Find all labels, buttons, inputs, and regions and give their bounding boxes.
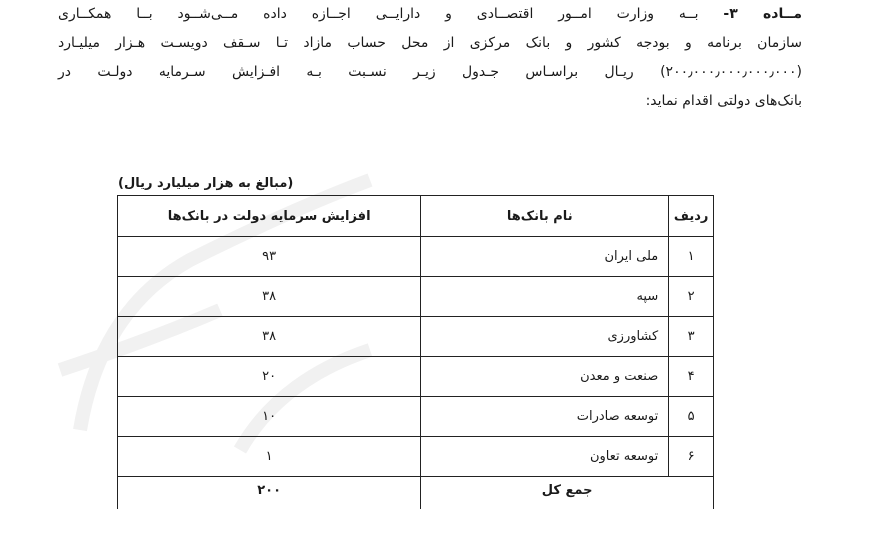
amount: ۹۳ [118,237,421,277]
table-row [118,237,714,277]
article-line-2: سازمان برنامه و بودجه کشور و بانک مرکزی از محل حساب مازاد تـا سـقف دویسـت هـزار میلیـارد [58,35,802,51]
table-row [118,277,714,317]
header-amount: افزایش سرمایه دولت در بانک‌ها [118,196,421,237]
table-row [118,437,714,477]
row-no: ۵ [669,397,714,437]
article-line-3: (۲۰۰٫۰۰۰٫۰۰۰٫۰۰۰٫۰۰۰) ریـال براسـاس جـدول زیـر نسـبت بـه افـزایش سـرمایه دولـت در [58,64,802,80]
article-heading: مــاده ۳- [723,6,802,22]
total-row [118,477,714,510]
article-line-4: بانک‌های دولتی اقدام نماید: [645,93,802,109]
amount: ۱ [118,437,421,477]
total-amount: ۲۰۰ [118,477,421,510]
bank-name: کشاورزی [421,317,669,357]
article-paragraph [58,0,802,116]
row-no: ۳ [669,317,714,357]
amount: ۱۰ [118,397,421,437]
row-no: ۶ [669,437,714,477]
amount: ۳۸ [118,317,421,357]
row-no: ۴ [669,357,714,397]
row-no: ۲ [669,277,714,317]
amount: ۲۰ [118,357,421,397]
bank-name: توسعه صادرات [421,397,669,437]
amount: ۳۸ [118,277,421,317]
table-row [118,397,714,437]
page-crop-edge [0,512,869,551]
total-label: جمع کل [421,477,714,510]
table-header-row [118,196,714,237]
bank-name: ملی ایران [421,237,669,277]
table-row [118,357,714,397]
bank-name: سپه [421,277,669,317]
row-no: ۱ [669,237,714,277]
capital-increase-table [117,195,714,509]
bank-name: صنعت و معدن [421,357,669,397]
table-row [118,317,714,357]
header-row-no: ردیف [669,196,714,237]
bank-name: توسعه تعاون [421,437,669,477]
header-bank: نام بانک‌ها [421,196,669,237]
article-line-1: مــاده ۳- بــه وزارت امــور اقتصــادی و دارایــی اجــازه داده مــی‌شــود بــا همکــاری [58,6,802,22]
unit-note: (مبالغ به هزار میلیارد ریال) [118,176,294,191]
